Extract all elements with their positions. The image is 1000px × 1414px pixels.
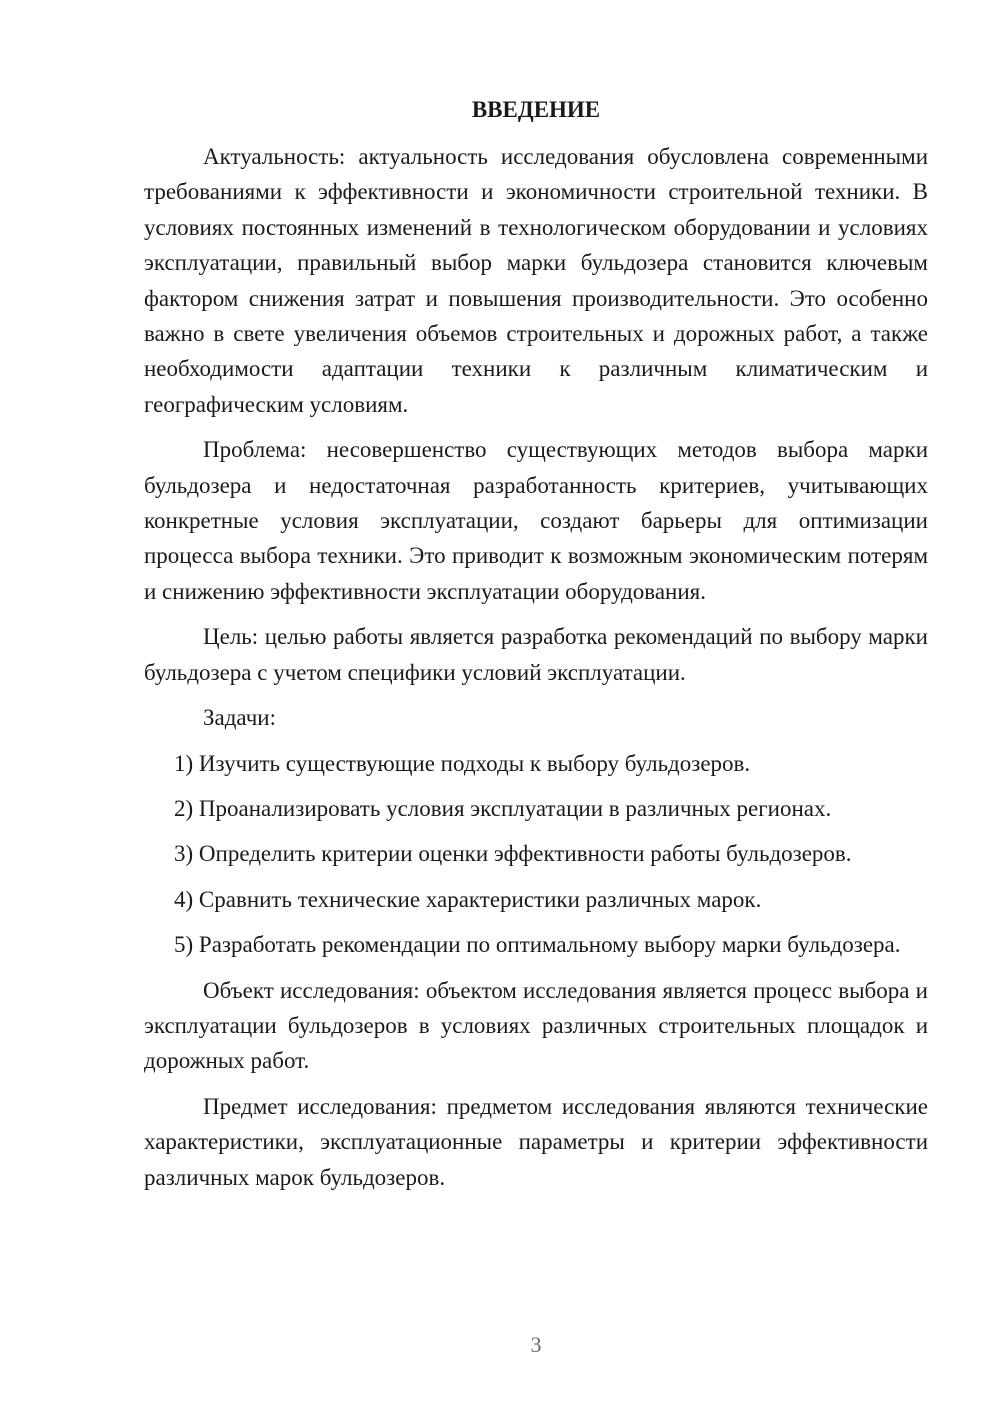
- task-item: 5) Разработать рекомендации по оптимальному выбору марки бульдозера.: [174, 932, 901, 958]
- page-number: 3: [530, 1332, 542, 1357]
- paragraph-subject: Предмет исследования: предметом исследования являются технические характеристики, эксплуатационные параметры и критерии эффективности различных марок бульдозеров.: [144, 1093, 928, 1190]
- tasks-label: Задачи:: [203, 705, 276, 731]
- section-heading: ВВЕДЕНИЕ: [471, 97, 601, 122]
- task-item: 1) Изучить существующие подходы к выбору бульдозеров.: [174, 750, 751, 776]
- paragraph-relevance: Актуальность: актуальность исследования обусловлена современными требованиями к эффективности и экономичности строительной техники. В условиях постоянных изменений в технологическом оборудовании и условиях эксплуатации, правильный выбор марки бульдозера становится ключевым фактором снижения затрат и повышения производительности. Это особенно важно в свете увеличения объемов строительных и дорожных работ, а также необходимости адаптации техники к различным климатическим и географическим условиям.: [144, 144, 928, 417]
- paragraph-goal: Цель: целью работы является разработка рекомендаций по выбору марки бульдозера с учетом специфики условий эксплуатации.: [144, 624, 928, 685]
- paragraph-problem: Проблема: несовершенство существующих методов выбора марки бульдозера и недостаточная разработанность критериев, учитывающих конкретные условия эксплуатации, создают барьеры для оптимизации процесса выбора техники. Это приводит к возможным экономическим потерям и снижению эффективности эксплуатации оборудования.: [144, 437, 928, 604]
- paragraph-object: Объект исследования: объектом исследования является процесс выбора и эксплуатации бульдозеров в условиях различных строительных площадок и дорожных работ.: [144, 977, 928, 1074]
- task-item: 2) Проанализировать условия эксплуатации в различных регионах.: [174, 795, 832, 821]
- page-content: [144, 92, 928, 1205]
- task-item: 4) Сравнить технические характеристики различных марок.: [174, 886, 762, 912]
- task-item: 3) Определить критерии оценки эффективности работы бульдозеров.: [174, 841, 852, 867]
